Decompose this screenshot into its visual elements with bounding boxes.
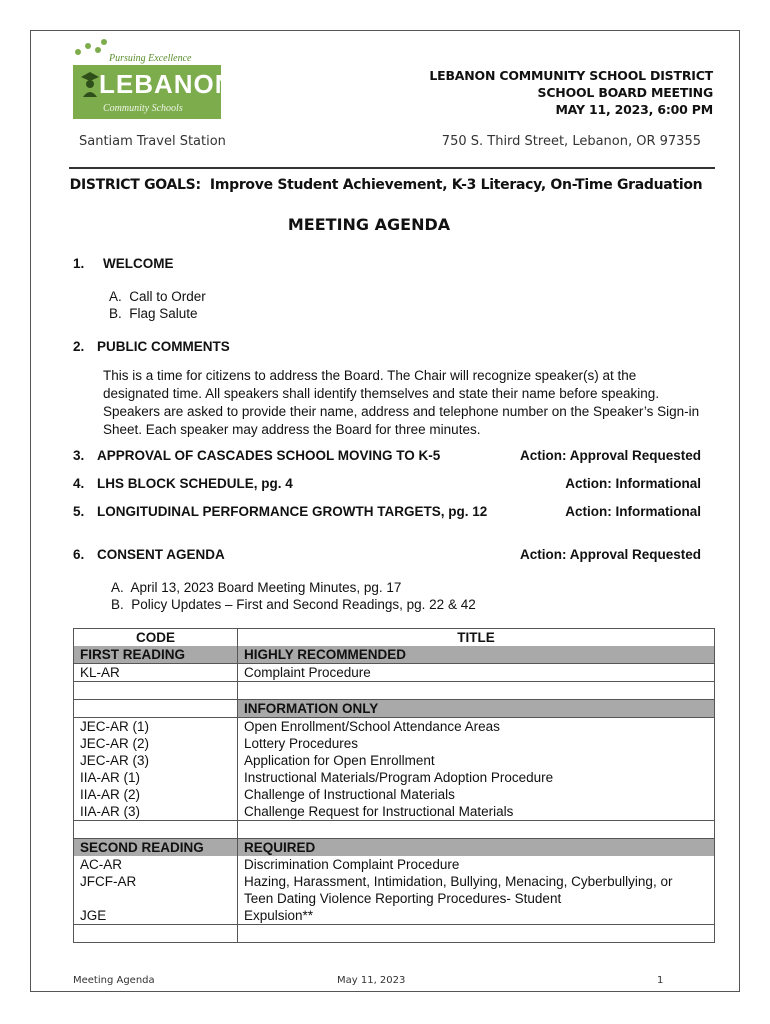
- item-action: Action: Approval Requested: [519, 547, 701, 562]
- first-reading-label: FIRST READING: [74, 646, 238, 664]
- meeting-date: MAY 11, 2023, 6:00 PM: [555, 102, 713, 117]
- item-number: 3.: [73, 448, 85, 463]
- policy-code: JEC-AR (2): [74, 735, 238, 752]
- paragraph-line: Speakers are asked to provide their name, address and telephone number on the Speaker’s Sign-in: [103, 404, 700, 419]
- table-row: [74, 856, 715, 873]
- table-row: [74, 718, 715, 736]
- table-row: [74, 735, 715, 752]
- table-row: [74, 664, 715, 682]
- table-row: [74, 907, 715, 925]
- item-cascades: APPROVAL OF CASCADES SCHOOL MOVING TO K-5: [97, 448, 441, 463]
- policy-code: JEC-AR (3): [74, 752, 238, 769]
- agenda-page: [30, 30, 740, 992]
- required-label: REQUIRED: [238, 839, 715, 857]
- venue-address: 750 S. Third Street, Lebanon, OR 97355: [441, 134, 701, 149]
- policy-title: Open Enrollment/School Attendance Areas: [238, 718, 715, 736]
- logo-name: LEBANON: [99, 69, 235, 99]
- leaf-icon: [75, 49, 81, 55]
- meeting-header: [429, 67, 713, 118]
- item-number: 1.: [73, 256, 85, 271]
- policy-code: IIA-AR (3): [74, 803, 238, 821]
- section-row: [74, 839, 715, 857]
- policy-title: Complaint Procedure: [238, 664, 715, 682]
- meeting-name: SCHOOL BOARD MEETING: [537, 85, 713, 100]
- district-name: LEBANON COMMUNITY SCHOOL DISTRICT: [429, 68, 713, 83]
- sub-item: A. Call to Order: [109, 289, 206, 304]
- policy-title: Challenge Request for Instructional Materials: [238, 803, 715, 821]
- header-divider: [69, 167, 715, 169]
- sub-item: B. Policy Updates – First and Second Readings, pg. 22 & 42: [111, 597, 476, 612]
- footer-left: Meeting Agenda: [73, 975, 155, 986]
- title-header: TITLE: [238, 629, 715, 647]
- table-row-empty: [74, 821, 715, 839]
- table-row: [74, 752, 715, 769]
- item-action: Action: Approval Requested: [519, 448, 701, 463]
- policy-code: JFCF-AR: [74, 873, 238, 890]
- item-number: 2.: [73, 339, 85, 354]
- item-action: Action: Informational: [565, 504, 701, 519]
- leaf-icon: [85, 43, 91, 49]
- leaf-icon: [101, 39, 107, 45]
- policy-title: Hazing, Harassment, Intimidation, Bullying, Menacing, Cyberbullying, or: [238, 873, 715, 890]
- section-row: [74, 646, 715, 664]
- paragraph-line: Sheet. Each speaker may address the Board for three minutes.: [103, 422, 481, 437]
- table-row-empty: [74, 925, 715, 943]
- item-number: 5.: [73, 504, 85, 519]
- policy-code: IIA-AR (2): [74, 786, 238, 803]
- item-number: 4.: [73, 476, 85, 491]
- item-public-comments: PUBLIC COMMENTS: [97, 339, 230, 354]
- policy-code: KL-AR: [74, 664, 238, 682]
- footer-date: May 11, 2023: [337, 975, 406, 986]
- code-header: CODE: [74, 629, 238, 647]
- item-growth-targets: LONGITUDINAL PERFORMANCE GROWTH TARGETS, pg. 12: [97, 504, 488, 519]
- venue: Santiam Travel Station: [79, 134, 226, 149]
- district-goals: DISTRICT GOALS: Improve Student Achievement, K-3 Literacy, On-Time Graduation: [69, 177, 703, 193]
- policy-code: JGE: [74, 907, 238, 925]
- table-row: [74, 803, 715, 821]
- policy-title: Instructional Materials/Program Adoption Procedure: [238, 769, 715, 786]
- sub-item: B. Flag Salute: [109, 306, 198, 321]
- policy-title: Teen Dating Violence Reporting Procedures- Student: [238, 890, 715, 907]
- graduate-icon: [79, 69, 101, 97]
- policy-code: AC-AR: [74, 856, 238, 873]
- policy-code: JEC-AR (1): [74, 718, 238, 736]
- public-comments-text: [103, 367, 723, 439]
- table-row-empty: [74, 682, 715, 700]
- section-row: [74, 700, 715, 718]
- item-action: Action: Informational: [565, 476, 701, 491]
- policy-table: [73, 628, 715, 943]
- logo-tagline: Pursuing Excellence: [109, 53, 192, 64]
- policy-title: Discrimination Complaint Procedure: [238, 856, 715, 873]
- table-row: [74, 890, 715, 907]
- item-block-schedule: LHS BLOCK SCHEDULE, pg. 4: [97, 476, 293, 491]
- paragraph-line: This is a time for citizens to address the Board. The Chair will recognize speaker(s) at the: [103, 368, 637, 383]
- table-row: [74, 769, 715, 786]
- paragraph-line: designated time. All speakers shall identify themselves and state their name before speaking.: [103, 386, 660, 401]
- policy-title: Application for Open Enrollment: [238, 752, 715, 769]
- leaf-icon: [95, 47, 101, 53]
- highly-recommended-label: HIGHLY RECOMMENDED: [238, 646, 715, 664]
- information-only-label: INFORMATION ONLY: [238, 700, 715, 718]
- policy-title: Challenge of Instructional Materials: [238, 786, 715, 803]
- table-row: [74, 786, 715, 803]
- district-logo: [73, 39, 235, 121]
- agenda-title: MEETING AGENDA: [287, 215, 451, 234]
- policy-title: Expulsion**: [238, 907, 715, 925]
- item-number: 6.: [73, 547, 85, 562]
- item-consent-agenda: CONSENT AGENDA: [97, 547, 225, 562]
- policy-code: [74, 890, 238, 907]
- policy-code: IIA-AR (1): [74, 769, 238, 786]
- second-reading-label: SECOND READING: [74, 839, 238, 857]
- item-welcome: WELCOME: [103, 256, 174, 271]
- table-row: [74, 873, 715, 890]
- logo-subtitle: Community Schools: [103, 103, 183, 114]
- sub-item: A. April 13, 2023 Board Meeting Minutes, pg. 17: [111, 580, 402, 595]
- policy-title: Lottery Procedures: [238, 735, 715, 752]
- page-number: 1: [657, 975, 664, 986]
- table-header-row: [74, 629, 715, 647]
